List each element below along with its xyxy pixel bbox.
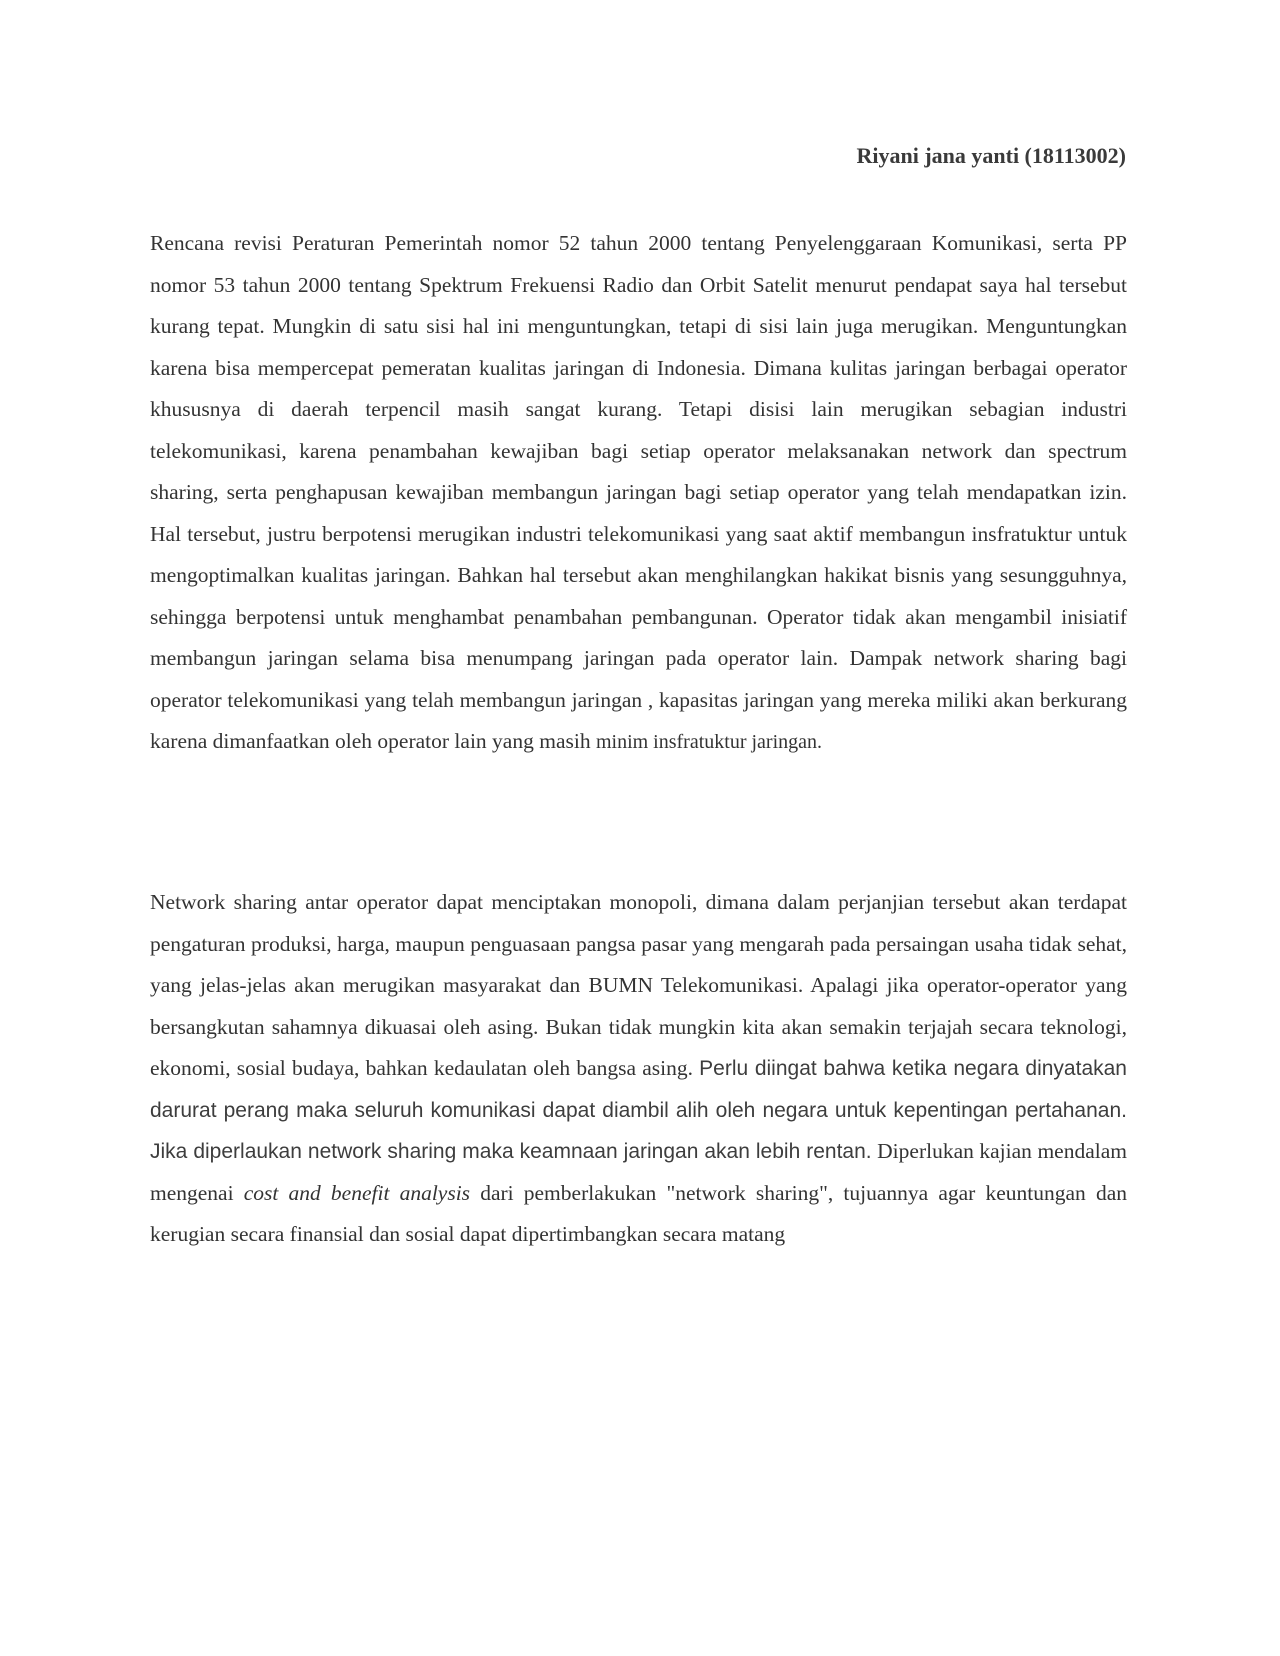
paragraph-2-part-1: Network sharing antar operator dapat menciptakan monopoli, dimana dalam perjanjian tersebut akan terdapat pengaturan produksi, harga, maupun penguasaan pangsa pasar yang mengarah pada persaingan usaha tidak sehat, yang jelas-jelas akan merugikan masyarakat dan BUMN Telekomunikasi. Apalagi jika operator-operator yang bersangkutan sahamnya dikuasai oleh asing. Bukan tidak mungkin kita akan semakin terjajah secara teknologi, ekonomi, sosial budaya, bahkan kedaulatan oleh bangsa asing. [150, 890, 1127, 1080]
author-heading: Riyani jana yanti (18113002) [856, 143, 1126, 168]
paragraph-2-part-3: Diperlukan kajian mendalam mengenai [150, 1139, 1127, 1205]
paragraph-2 [150, 882, 1127, 1256]
paragraph-2-italic-phrase: cost and benefit analysis [243, 1180, 471, 1205]
paragraph-1-tail: minim insfratuktur jaringan. [595, 731, 823, 753]
paragraph-2-part-2: Perlu diingat bahwa ketika negara dinyatakan darurat perang maka seluruh komunikasi dapat diambil alih oleh negara untuk kepentingan pertahanan. Jika diperlaukan network sharing maka keamnaan jaringan akan lebih rentan. [150, 1057, 1127, 1163]
paragraph-1 [150, 223, 1127, 764]
paragraph-1-main: Rencana revisi Peraturan Pemerintah nomor 52 tahun 2000 tentang Penyelenggaraan Komunikasi, serta PP nomor 53 tahun 2000 tentang Spektrum Frekuensi Radio dan Orbit Satelit menurut pendapat saya hal tersebut kurang tepat. Mungkin di satu sisi hal ini menguntungkan, tetapi di sisi lain juga merugikan. Menguntungkan karena bisa mempercepat pemeratan kualitas jaringan di Indonesia. Dimana kulitas jaringan berbagai operator khususnya di daerah terpencil masih sangat kurang. Tetapi disisi lain merugikan sebagian industri telekomunikasi, karena penambahan kewajiban bagi setiap operator melaksanakan network dan spectrum sharing, serta penghapusan kewajiban membangun jaringan bagi setiap operator yang telah mendapatkan izin. Hal tersebut, justru berpotensi merugikan industri telekomunikasi yang saat aktif membangun insfratuktur untuk mengoptimalkan kualitas jaringan. Bahkan hal tersebut akan menghilangkan hakikat bisnis yang sesungguhnya, sehingga berpotensi untuk menghambat penambahan pembangunan. Operator tidak akan mengambil inisiatif membangun jaringan selama bisa menumpang jaringan pada operator lain. Dampak network sharing bagi operator telekomunikasi yang telah membangun jaringan , kapasitas jaringan yang mereka miliki akan berkurang karena dimanfaatkan oleh operator lain yang masih [150, 231, 1127, 753]
paragraph-2-part-4: dari pemberlakukan "network sharing", tujuannya agar keuntungan dan kerugian secara finansial dan sosial dapat dipertimbangkan secara matang [150, 1180, 1127, 1246]
